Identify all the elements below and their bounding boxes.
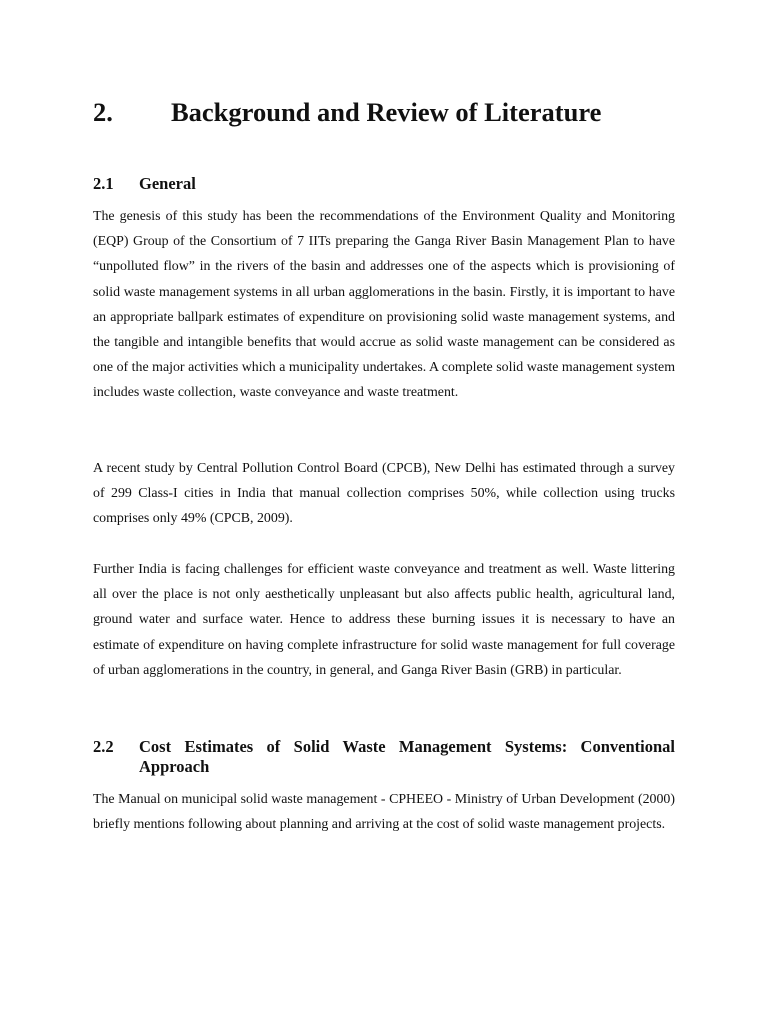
chapter-title: Background and Review of Literature: [171, 97, 602, 127]
chapter-heading: [93, 94, 675, 130]
section-number: 2.1: [93, 174, 114, 193]
section-title: Cost Estimates of Solid Waste Management Systems: Conventional Approach: [139, 737, 675, 776]
section-heading-general: [93, 174, 675, 194]
document-page: [93, 0, 675, 1024]
paragraph-challenges: Further India is facing challenges for efficient waste conveyance and treatment as well. Waste littering all over the place is not only aesthetically unpleasant but also affects public health, agricultural land, ground water and surface water. Hence to address these burning issues it is necessary to have an estimate of expenditure on having complete infrastructure for solid waste management for full coverage of urban agglomerations in the country, in general, and Ganga River Basin (GRB) in particular.: [93, 562, 675, 678]
section-title: General: [139, 174, 196, 193]
paragraph-cpcb-study: A recent study by Central Pollution Control Board (CPCB), New Delhi has estimated through a survey of 299 Class-I cities in India that manual collection comprises 50%, while collection using trucks comprises only 49% (CPCB, 2009).: [93, 461, 675, 527]
paragraph-manual: The Manual on municipal solid waste management - CPHEEO - Ministry of Urban Development (2000) briefly mentions following about planning and arriving at the cost of solid waste management projects.: [93, 792, 675, 833]
chapter-number: 2.: [93, 97, 113, 127]
section-heading-cost-estimates: [93, 737, 675, 777]
paragraph-genesis: The genesis of this study has been the recommendations of the Environment Quality and Monitoring (EQP) Group of the Consortium of 7 IITs preparing the Ganga River Basin Management Plan to have “unpolluted flow” in the rivers of the basin and addresses one of the aspects which is provisioning of solid waste management systems in all urban agglomerations in the basin. Firstly, it is important to have an appropriate ballpark estimates of expenditure on provisioning solid waste management systems, and the tangible and intangible benefits that would accrue as solid waste management can be considered as one of the major activities which a municipality undertakes. A complete solid waste management system includes waste collection, waste conveyance and waste treatment.: [93, 209, 675, 401]
section-number: 2.2: [93, 737, 114, 756]
